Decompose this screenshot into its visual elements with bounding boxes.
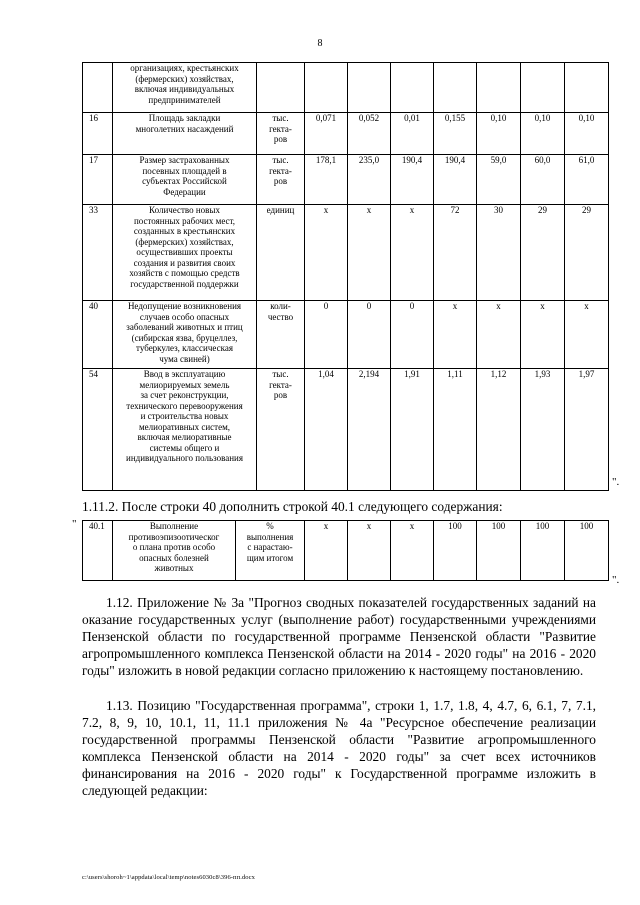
value-cell: 30 [477, 205, 521, 301]
value-cell: 72 [434, 205, 477, 301]
indicator-name: Ввод в эксплуатацию мелиорируемых земель за счет реконструкции, технического перевооружения и строительства новых мелиоративных систем, включая мелиоративные системы общего и индивидуального пользования [113, 369, 257, 491]
unit-cell: единиц [257, 205, 305, 301]
value-cell: 59,0 [477, 155, 521, 205]
value-cell: 29 [521, 205, 565, 301]
value-cell: 1,11 [434, 369, 477, 491]
row-number: 17 [83, 155, 113, 205]
table-row [83, 301, 609, 369]
value-cell: x [521, 301, 565, 369]
page-number: 8 [317, 38, 323, 49]
value-cell: x [434, 301, 477, 369]
value-cell: 235,0 [348, 155, 391, 205]
table-row [83, 521, 609, 581]
value-cell [521, 63, 565, 113]
unit-cell: % выполнения с нарастаю- щим итогом [236, 521, 305, 581]
value-cell [305, 63, 348, 113]
table-row [83, 205, 609, 301]
row-number: 16 [83, 113, 113, 155]
table-row [83, 63, 609, 113]
row-number: 33 [83, 205, 113, 301]
indicator-name: Выполнение противоэпизоотическог о плана против особо опасных болезней животных [113, 521, 236, 581]
value-cell: x [391, 521, 434, 581]
row-40-1-table [82, 520, 609, 581]
value-cell: 1,93 [521, 369, 565, 491]
value-cell: 100 [477, 521, 521, 581]
value-cell: 100 [521, 521, 565, 581]
indicator-name: Площадь закладки многолетних насаждений [113, 113, 257, 155]
value-cell: 178,1 [305, 155, 348, 205]
value-cell [477, 63, 521, 113]
value-cell: 100 [565, 521, 609, 581]
value-cell: 0,10 [521, 113, 565, 155]
value-cell: 1,91 [391, 369, 434, 491]
value-cell: 1,04 [305, 369, 348, 491]
value-cell: 1,97 [565, 369, 609, 491]
value-cell: 61,0 [565, 155, 609, 205]
value-cell: 2,194 [348, 369, 391, 491]
value-cell: 60,0 [521, 155, 565, 205]
unit-cell: коли- чество [257, 301, 305, 369]
value-cell: 0,01 [391, 113, 434, 155]
value-cell: 29 [565, 205, 609, 301]
file-path-footer: c:\users\shoroh~1\appdata\local\temp\notes6030c8\396-пп.docx [82, 874, 255, 881]
value-cell: 0,10 [477, 113, 521, 155]
value-cell [391, 63, 434, 113]
value-cell: 190,4 [434, 155, 477, 205]
table-row [83, 155, 609, 205]
subheading-1-11-2: 1.11.2. После строки 40 дополнить строкой 40.1 следующего содержания: [82, 499, 503, 514]
value-cell: 1,12 [477, 369, 521, 491]
closing-quote: ". [612, 476, 620, 488]
value-cell: 0,071 [305, 113, 348, 155]
value-cell: x [391, 205, 434, 301]
row-number: 40.1 [83, 521, 113, 581]
row-number: 54 [83, 369, 113, 491]
value-cell: 0 [305, 301, 348, 369]
value-cell: 0,10 [565, 113, 609, 155]
opening-quote: " [72, 518, 77, 530]
value-cell: x [565, 301, 609, 369]
value-cell: 0,155 [434, 113, 477, 155]
unit-cell: тыс. гекта- ров [257, 113, 305, 155]
table-row [83, 369, 609, 491]
value-cell: x [305, 521, 348, 581]
paragraph-1-12: 1.12. Приложение № 3а "Прогноз сводных показателей государственных заданий на оказание государственных услуг (выполнение работ) государственными учреждениями Пензенской области по государственной программе Пензенской области "Развитие агропромышленного комплекса Пензенской области на 2014 - 2020 годы" на 2016 - 2020 годы" изложить в новой редакции согласно приложению к настоящему постановлению. [82, 595, 596, 678]
closing-quote-2: ". [612, 574, 620, 586]
value-cell: x [348, 205, 391, 301]
paragraph-1-13: 1.13. Позицию "Государственная программа", строки 1, 1.7, 1.8, 4, 4.7, 6, 6.1, 7, 7.1, 7.2, 8, 9, 10, 10.1, 11, 11.1 приложения № 4а "Ресурсное обеспечение реализации государственной программы Пензенской области "Развитие агропромышленного комплекса Пензенской области на 2014 - 2020 годы" за счет всех источников финансирования на 2016 - 2020 годы" к Государственной программе изложить в следующей редакции: [82, 698, 596, 798]
value-cell: 100 [434, 521, 477, 581]
value-cell [434, 63, 477, 113]
row-number [83, 63, 113, 113]
value-cell: x [348, 521, 391, 581]
row-number: 40 [83, 301, 113, 369]
indicator-name: Размер застрахованных посевных площадей в субъектах Российской Федерации [113, 155, 257, 205]
value-cell [348, 63, 391, 113]
unit-cell: тыс. гекта- ров [257, 155, 305, 205]
indicator-name: организациях, крестьянских (фермерских) хозяйствах, включая индивидуальных предпринимателей [113, 63, 257, 113]
value-cell: x [477, 301, 521, 369]
value-cell: 190,4 [391, 155, 434, 205]
table-row [83, 113, 609, 155]
indicators-table [82, 62, 609, 491]
value-cell: 0,052 [348, 113, 391, 155]
unit-cell: тыс. гекта- ров [257, 369, 305, 491]
indicator-name: Недопущение возникновения случаев особо опасных заболеваний животных и птиц (сибирская язва, бруцеллез, туберкулез, классическая чума свиней) [113, 301, 257, 369]
value-cell [565, 63, 609, 113]
unit-cell [257, 63, 305, 113]
value-cell: x [305, 205, 348, 301]
indicator-name: Количество новых постоянных рабочих мест, созданных в крестьянских (фермерских) хозяйствах, осуществивших проекты создания и развития своих хозяйств с помощью средств государственной поддержки [113, 205, 257, 301]
value-cell: 0 [391, 301, 434, 369]
value-cell: 0 [348, 301, 391, 369]
